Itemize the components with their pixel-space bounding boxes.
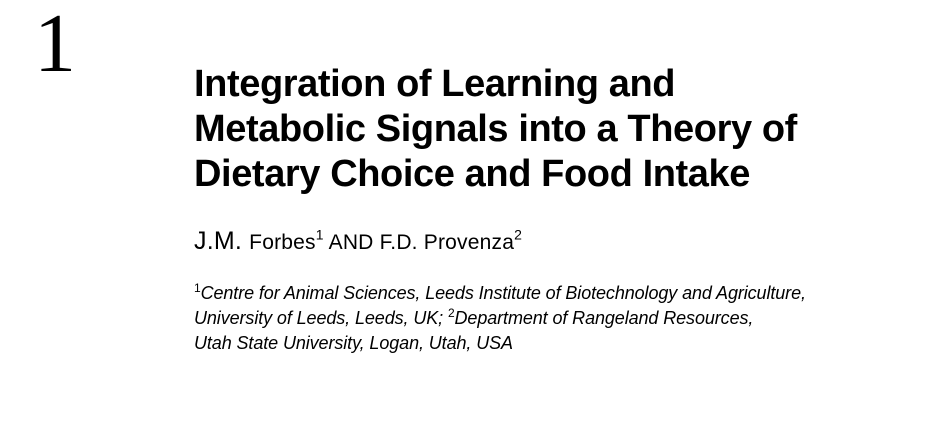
author-conjunction: AND F.D. [323, 231, 424, 254]
affiliation-text: Department of Rangeland Resources, [454, 308, 754, 328]
affiliation-marker: 1 [194, 281, 201, 295]
affiliation-text: Utah State University, Logan, Utah, USA [194, 333, 513, 353]
author-one-affiliation-marker: 1 [315, 226, 324, 243]
page-title [194, 62, 894, 197]
title-line: Dietary Choice and Food Intake [194, 153, 750, 195]
author-one-surname: Forbes [249, 231, 316, 254]
affiliation-line [194, 331, 894, 356]
affiliation-text: Centre for Animal Sciences, Leeds Institute of Biotechnology and Agriculture, [200, 283, 806, 303]
author-two-affiliation-marker: 2 [514, 226, 523, 243]
affiliation-block [194, 281, 894, 356]
title-line: Metabolic Signals into a Theory of [194, 108, 797, 150]
author-two-surname: Provenza [423, 231, 515, 254]
chapter-number: 1 [34, 0, 75, 90]
author-one-initials: J.M. [194, 227, 250, 255]
title-block [194, 62, 894, 356]
affiliation-line [194, 306, 894, 331]
affiliation-line [194, 281, 894, 306]
title-line: Integration of Learning and [194, 63, 676, 105]
affiliation-marker: 2 [447, 306, 455, 320]
author-list [194, 227, 894, 257]
affiliation-text: University of Leeds, Leeds, UK; [194, 308, 448, 328]
